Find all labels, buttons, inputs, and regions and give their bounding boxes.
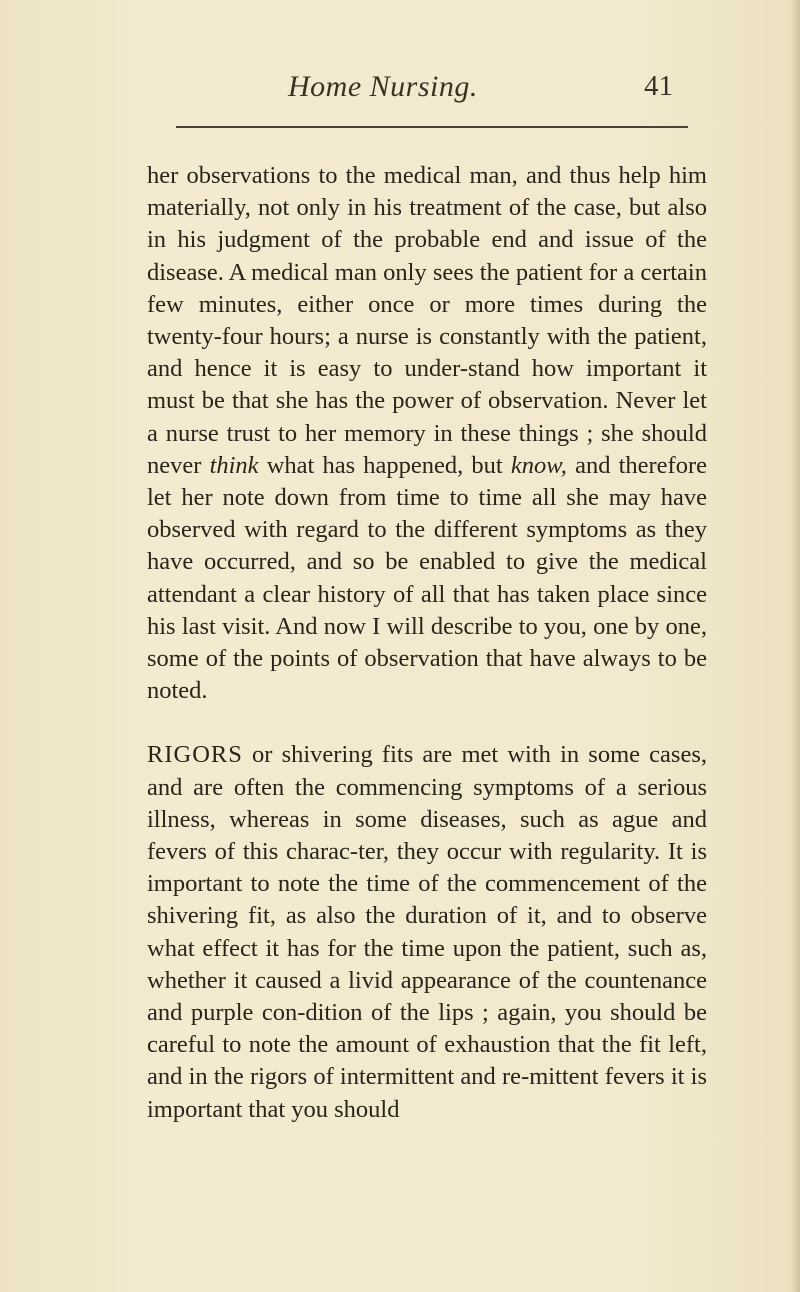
- paragraph-rigors: [147, 739, 707, 1125]
- section-lead-word: RIGORS: [147, 741, 243, 769]
- italic-think: think: [209, 451, 259, 479]
- header-rule: [176, 126, 688, 128]
- paragraph-text: her observations to the medical man, and thus help him materially, not only in his treatment of the case, but also in his judgment of the probable end and issue of the disease. A medical man only sees the patient for a certain few minutes, either once or more times during the twenty-four hours; a nurse is constantly with the patient, and hence it is easy to under-stand how important it must be that she has the power of observation. Never let a nurse trust to her memory in these things ; she should never: [147, 162, 707, 479]
- paragraph-text: what has happened, but: [258, 451, 511, 479]
- running-title: Home Nursing.: [288, 70, 478, 103]
- paragraph-observations: [147, 160, 707, 707]
- running-head: [0, 70, 800, 120]
- page-number: 41: [644, 70, 673, 102]
- paragraph-text: and therefore let her note down from time to time all she may have observed with regard to the different symptoms as they have occurred, and so be enabled to give the medical attendant a clear history of all that has taken place since his last visit. And now I will describe to you, one by one, some of the points of observation that have always to be noted.: [147, 451, 707, 705]
- page-edge-shadow: [790, 0, 800, 1292]
- paragraph-text: or shivering fits are met with in some cases, and are often the commencing symptoms of a serious illness, whereas in some diseases, such as ague and fevers of this charac-ter, they occur with regularity. It is important to note the time of the commencement of the shivering fit, as also the duration of it, and to observe what effect it has for the time upon the patient, such as, whether it caused a livid appearance of the countenance and purple con-dition of the lips ; again, you should be careful to note the amount of exhaustion that the fit left, and in the rigors of intermittent and re-mittent fevers it is important that you should: [147, 741, 707, 1123]
- body-text: [147, 160, 707, 1126]
- italic-know: know,: [510, 451, 567, 479]
